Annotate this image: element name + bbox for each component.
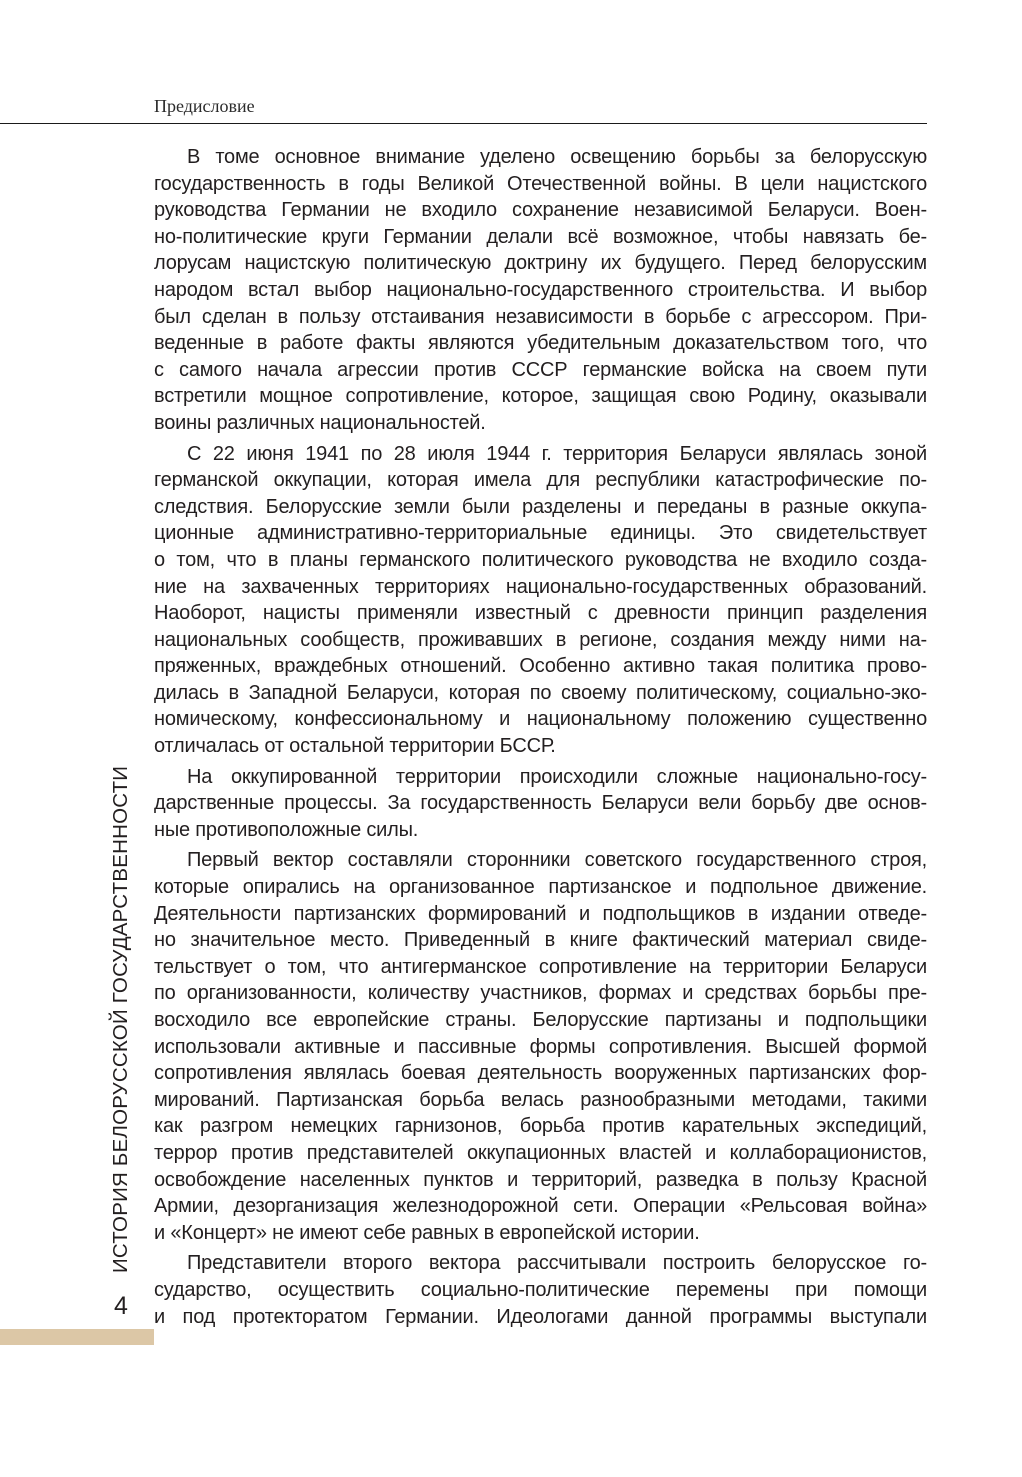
text-line: встретили мощное сопротивление, которое, защищая свою Родину, оказывали: [154, 385, 927, 408]
text-line: но значительное место. Приведенный в книге фактический материал свиде-: [154, 929, 927, 952]
text-line: номическому, конфессиональному и национальному положению существенно: [154, 708, 927, 731]
text-line: Представители второго вектора рассчитывали построить белорусское го-: [187, 1252, 927, 1275]
running-head: Предисловие: [154, 96, 255, 116]
text-line: Армии, дезорганизация железнодорожной сети. Операции «Рельсовая война»: [154, 1195, 927, 1218]
text-line: террор против представителей оккупационных властей и коллаборационистов,: [154, 1141, 927, 1164]
body-text: [154, 144, 927, 1334]
text-line: ционные административно-территориальные единицы. Это свидетельствует: [154, 522, 927, 545]
text-line: тельствует о том, что антигерманское сопротивление на территории Беларуси: [154, 955, 927, 978]
text-line: которые опирались на организованное партизанское и подпольное движение.: [154, 876, 927, 899]
paragraph: [154, 764, 927, 844]
text-line: отличалась от остальной территории БССР.: [154, 735, 556, 758]
accent-bar: [0, 1329, 154, 1345]
text-line: восходило все европейские страны. Белорусские партизаны и подпольщики: [154, 1009, 927, 1031]
text-line: веденные в работе факты являются убедительным доказательством того, что: [154, 332, 927, 355]
text-line: дарственные процессы. За государственность Беларуси вели борьбу две основ-: [154, 792, 927, 815]
text-line: использовали активные и пассивные формы сопротивления. Высшей формой: [154, 1035, 927, 1058]
page-number: 4: [114, 1292, 128, 1320]
text-line: но-политические круги Германии делали всё возможное, чтобы навязать бе-: [154, 225, 927, 248]
text-line: был сделан в пользу отстаивания независимости в борьбе с агрессором. При-: [154, 305, 927, 328]
paragraph: [154, 144, 927, 437]
text-line: освобождение населенных пунктов и территорий, разведка в пользу Красной: [154, 1168, 927, 1191]
text-line: ные противоположные силы.: [154, 818, 419, 841]
text-line: лорусам нацистскую политическую доктрину их будущего. Перед белорусским: [154, 252, 927, 275]
text-line: сопротивления являлась боевая деятельность вооруженных партизанских фор-: [154, 1062, 927, 1085]
text-line: германской оккупации, которая имела для республики катастрофические по-: [154, 469, 927, 492]
text-line: ние на захваченных территориях национально-государственных образований.: [154, 575, 927, 598]
text-line: с самого начала агрессии против СССР германские войска на своем пути: [154, 358, 927, 381]
text-line: следствия. Белорусские земли были разделены и переданы в разные оккупа-: [154, 495, 927, 518]
text-line: сударство, осуществить социально-политические перемены при помощи: [154, 1278, 927, 1301]
text-line: мирований. Партизанская борьба велась разнообразными методами, такими: [154, 1088, 927, 1111]
text-line: Деятельности партизанских формирований и подпольщиков в издании отведе-: [154, 902, 927, 925]
text-line: дилась в Западной Беларуси, которая по своему политическому, социально-эко-: [154, 681, 927, 704]
text-line: пряженных, враждебных отношений. Особенно активно такая политика прово-: [154, 655, 927, 678]
text-line: и «Концерт» не имеют себе равных в европейской истории.: [154, 1221, 700, 1244]
paragraph: [154, 441, 927, 760]
spine-title: ИСТОРИЯ БЕЛОРУССКОЙ ГОСУДАРСТВЕННОСТИ: [109, 765, 132, 1273]
text-line: Наоборот, нацисты применяли известный с древности принцип разделения: [154, 602, 927, 625]
text-line: С 22 июня 1941 по 28 июля 1944 г. территория Беларуси являлась зоной: [187, 442, 927, 465]
text-line: народом встал выбор национально-государственного строительства. И выбор: [154, 278, 927, 301]
text-line: как разгром немецких гарнизонов, борьба против карательных экспедиций,: [154, 1115, 927, 1138]
text-line: воины различных национальностей.: [154, 411, 486, 434]
header-rule: [0, 123, 927, 124]
text-line: руководства Германии не входило сохранение независимой Беларуси. Воен-: [154, 199, 927, 222]
text-line: На оккупированной территории происходили сложные национально-госу-: [187, 765, 927, 788]
text-line: В томе основное внимание уделено освещению борьбы за белорусскую: [187, 146, 927, 168]
text-line: Первый вектор составляли сторонники советского государственного строя,: [187, 849, 927, 872]
paragraph: [154, 847, 927, 1246]
text-line: государственность в годы Великой Отечественной войны. В цели нацистского: [154, 172, 927, 195]
text-line: и под протекторатом Германии. Идеологами данной программы выступали: [154, 1305, 927, 1328]
text-line: национальных сообществ, проживавших в регионе, создания между ними на-: [154, 628, 927, 651]
paragraph: [154, 1250, 927, 1330]
text-line: о том, что в планы германского политического руководства не входило созда-: [154, 548, 927, 571]
text-line: по организованности, количеству участников, формах и средствах борьбы пре-: [154, 982, 927, 1005]
